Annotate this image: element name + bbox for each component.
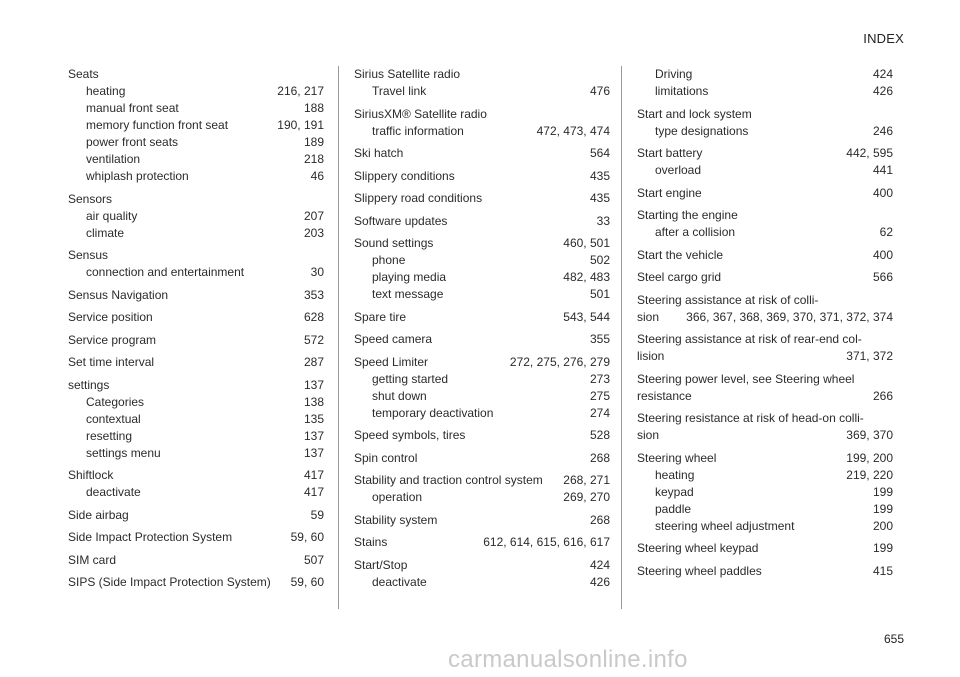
index-pages: 528 xyxy=(589,428,610,442)
index-entry xyxy=(68,191,324,242)
index-pages: 566 xyxy=(872,270,893,284)
index-term: Steering assistance at risk of colli- xyxy=(637,292,819,307)
index-subterm: settings menu xyxy=(86,445,161,460)
index-row xyxy=(354,66,610,83)
index-subentry xyxy=(354,252,610,269)
index-subterm: deactivate xyxy=(372,574,427,589)
index-term: Sirius Satellite radio xyxy=(354,67,461,81)
index-term: Steering assistance at risk of rear-end col- xyxy=(637,332,862,346)
index-term: Slippery conditions xyxy=(354,168,455,183)
index-pages: 417 xyxy=(303,485,324,499)
index-row xyxy=(68,552,324,569)
index-subterm: contextual xyxy=(86,411,141,426)
index-term: Start the vehicle xyxy=(637,247,724,262)
index-pages: 366, 367, 368, 369, 370, 371, 372, 374 xyxy=(686,309,893,324)
index-row xyxy=(637,145,893,162)
index-entry xyxy=(68,507,324,524)
index-term: Sensors xyxy=(68,191,113,206)
index-term: Shiftlock xyxy=(68,468,114,482)
index-row xyxy=(354,557,610,574)
index-entry xyxy=(68,66,324,185)
index-row xyxy=(68,529,324,546)
index-entry xyxy=(68,529,324,546)
index-term: Service position xyxy=(68,310,153,324)
index-subentry xyxy=(68,225,324,242)
index-row xyxy=(637,427,893,444)
index-pages: 33 xyxy=(596,213,610,228)
index-row xyxy=(354,190,610,207)
index-row xyxy=(637,309,893,326)
index-pages: 424 xyxy=(589,557,610,572)
index-subterm: traffic information xyxy=(372,123,464,138)
index-term: Speed camera xyxy=(354,332,433,346)
index-entry xyxy=(637,145,893,179)
index-entry xyxy=(637,185,893,202)
index-pages: 507 xyxy=(303,552,324,567)
index-pages: 426 xyxy=(589,574,610,589)
index-entry xyxy=(354,354,610,422)
index-subterm: getting started xyxy=(372,371,449,386)
index-term: settings xyxy=(68,377,110,392)
index-term: SIM card xyxy=(68,552,117,567)
index-subentry xyxy=(637,66,893,83)
index-entry xyxy=(68,467,324,501)
index-term: Steering resistance at risk of head-on colli- xyxy=(637,411,864,425)
index-subterm: temporary deactivation xyxy=(372,405,494,420)
index-entry xyxy=(68,287,324,304)
index-subentry xyxy=(68,117,324,134)
index-entry xyxy=(637,106,893,140)
index-pages: 501 xyxy=(589,287,610,301)
index-row xyxy=(354,354,610,371)
index-term: Start battery xyxy=(637,146,703,160)
index-term: Speed symbols, tires xyxy=(354,428,466,442)
index-pages: 190, 191 xyxy=(277,118,324,132)
index-pages: 62 xyxy=(879,225,893,239)
index-subentry xyxy=(637,518,893,535)
index-row xyxy=(354,106,610,123)
index-pages: 476 xyxy=(589,84,610,98)
index-pages: 188 xyxy=(303,101,324,115)
index-row xyxy=(354,213,610,230)
index-term: Start engine xyxy=(637,185,702,200)
index-row xyxy=(354,450,610,467)
index-pages: 353 xyxy=(303,287,324,302)
index-term: Software updates xyxy=(354,213,448,228)
index-entry xyxy=(354,106,610,140)
index-pages: 219, 220 xyxy=(846,467,893,482)
index-subterm: air quality xyxy=(86,208,138,223)
watermark-text: carmanualsonline.info xyxy=(448,646,688,673)
index-pages: 424 xyxy=(872,67,893,81)
index-row xyxy=(354,309,610,326)
index-pages: 460, 501 xyxy=(563,236,610,250)
index-subterm: shut down xyxy=(372,388,427,403)
page-number: 655 xyxy=(883,632,904,646)
index-subentry xyxy=(637,484,893,501)
index-row xyxy=(354,534,610,551)
index-subentry xyxy=(68,411,324,428)
index-subentry xyxy=(637,123,893,140)
index-pages: 268 xyxy=(589,512,610,527)
index-subterm: ventilation xyxy=(86,152,141,166)
index-subentry xyxy=(354,123,610,140)
index-pages: 272, 275, 276, 279 xyxy=(509,354,610,369)
index-term: Sensus xyxy=(68,248,109,262)
index-subterm: phone xyxy=(372,253,406,267)
index-term: Side airbag xyxy=(68,507,129,522)
index-subterm: whiplash protection xyxy=(86,169,189,183)
index-term: SiriusXM® Satellite radio xyxy=(354,106,487,121)
index-entry xyxy=(354,235,610,303)
index-pages: 199 xyxy=(872,501,893,516)
index-subterm: steering wheel adjustment xyxy=(655,518,795,533)
index-term: Seats xyxy=(68,67,99,81)
index-subentry xyxy=(354,83,610,100)
index-subterm: keypad xyxy=(655,484,694,499)
index-subterm: operation xyxy=(372,490,423,504)
index-row xyxy=(68,247,324,264)
index-row xyxy=(68,191,324,208)
index-term: Stains xyxy=(354,535,388,549)
index-subterm: power front seats xyxy=(86,135,179,149)
index-term: Start/Stop xyxy=(354,557,408,572)
index-row xyxy=(354,331,610,348)
index-term: SIPS (Side Impact Protection System) xyxy=(68,575,271,589)
index-subentry xyxy=(637,467,893,484)
index-row xyxy=(637,207,893,224)
index-row xyxy=(68,507,324,524)
index-pages: 482, 483 xyxy=(563,270,610,284)
index-pages: 135 xyxy=(303,411,324,426)
index-row xyxy=(68,467,324,484)
index-pages: 441 xyxy=(872,163,893,177)
index-row xyxy=(637,388,893,405)
index-subentry xyxy=(68,264,324,281)
index-pages: 207 xyxy=(303,208,324,223)
index-pages: 59 xyxy=(310,507,324,522)
index-term: Start and lock system xyxy=(637,106,752,121)
index-entry xyxy=(68,354,324,371)
index-pages: 628 xyxy=(303,310,324,324)
index-term-continuation: resistance xyxy=(637,388,692,403)
index-entry xyxy=(637,292,893,326)
index-entry xyxy=(354,145,610,162)
index-pages: 275 xyxy=(589,388,610,403)
index-subterm: Driving xyxy=(655,67,693,81)
index-subterm: manual front seat xyxy=(86,101,179,115)
index-term: Side Impact Protection System xyxy=(68,530,233,544)
index-term-continuation: lision xyxy=(637,349,665,363)
index-term: Slippery road conditions xyxy=(354,191,483,205)
index-subentry xyxy=(68,100,324,117)
index-entry xyxy=(354,427,610,444)
index-row xyxy=(637,540,893,557)
index-row xyxy=(637,450,893,467)
index-pages: 189 xyxy=(303,135,324,149)
index-entry xyxy=(637,247,893,264)
index-column-1 xyxy=(68,66,324,597)
index-pages: 543, 544 xyxy=(563,309,610,324)
index-subentry xyxy=(68,208,324,225)
index-entry xyxy=(68,332,324,349)
index-pages: 59, 60 xyxy=(290,530,324,544)
index-entry xyxy=(68,574,324,591)
index-row xyxy=(354,145,610,162)
index-pages: 200 xyxy=(872,518,893,533)
index-term: Steering wheel xyxy=(637,450,717,465)
index-entry xyxy=(637,331,893,365)
index-row xyxy=(354,472,610,489)
index-subterm: type designations xyxy=(655,123,749,138)
index-entry xyxy=(354,472,610,506)
index-subentry xyxy=(637,162,893,179)
index-term: Sound settings xyxy=(354,236,434,250)
index-pages: 199 xyxy=(872,541,893,555)
index-subentry xyxy=(354,574,610,591)
index-pages: 612, 614, 615, 616, 617 xyxy=(483,535,610,549)
index-pages: 59, 60 xyxy=(290,575,324,589)
index-entry xyxy=(637,410,893,444)
index-subterm: heating xyxy=(655,467,695,482)
index-row xyxy=(354,168,610,185)
index-subentry xyxy=(68,83,324,100)
index-subentry xyxy=(354,269,610,286)
index-row xyxy=(354,235,610,252)
index-row xyxy=(637,563,893,580)
index-entry xyxy=(354,557,610,591)
index-pages: 274 xyxy=(589,405,610,420)
index-row xyxy=(68,309,324,326)
index-subentry xyxy=(354,286,610,303)
page-header-title: INDEX xyxy=(863,31,904,46)
index-pages: 355 xyxy=(589,332,610,346)
index-entry xyxy=(354,213,610,230)
index-row xyxy=(637,106,893,123)
index-pages: 137 xyxy=(303,445,324,460)
index-subterm: climate xyxy=(86,225,125,240)
index-pages: 199, 200 xyxy=(846,450,893,465)
index-subentry xyxy=(68,484,324,501)
index-pages: 564 xyxy=(589,146,610,160)
index-entry xyxy=(637,450,893,535)
index-pages: 137 xyxy=(303,377,324,392)
index-subentry xyxy=(637,83,893,100)
index-pages: 138 xyxy=(303,394,324,409)
index-entry xyxy=(637,371,893,405)
index-term-continuation: sion xyxy=(637,428,660,442)
index-subterm: resetting xyxy=(86,428,133,443)
index-entry xyxy=(354,450,610,467)
index-term: Steel cargo grid xyxy=(637,270,722,284)
index-subterm: limitations xyxy=(655,84,709,98)
index-subentry xyxy=(354,371,610,388)
index-row xyxy=(68,377,324,394)
index-pages: 137 xyxy=(303,428,324,443)
index-pages: 502 xyxy=(589,253,610,267)
index-entry xyxy=(637,540,893,557)
index-subterm: playing media xyxy=(372,270,447,284)
index-subterm: text message xyxy=(372,287,444,301)
index-pages: 268, 271 xyxy=(563,473,610,487)
index-pages: 30 xyxy=(310,265,324,279)
index-row xyxy=(68,574,324,591)
index-subentry xyxy=(68,168,324,185)
index-subentry xyxy=(354,405,610,422)
index-column-2 xyxy=(338,66,610,609)
index-pages: 426 xyxy=(872,84,893,98)
index-pages: 218 xyxy=(303,152,324,166)
index-subterm: memory function front seat xyxy=(86,118,229,132)
index-term: Set time interval xyxy=(68,355,155,369)
index-entry xyxy=(637,269,893,286)
index-subentry xyxy=(68,445,324,462)
index-column-3 xyxy=(621,66,893,609)
index-entry xyxy=(354,534,610,551)
index-pages: 199 xyxy=(872,484,893,499)
index-term: Steering power level, see Steering wheel xyxy=(637,371,855,386)
index-pages: 216, 217 xyxy=(277,84,324,98)
index-subterm: deactivate xyxy=(86,485,141,499)
index-subterm: heating xyxy=(86,84,126,98)
index-term: Ski hatch xyxy=(354,146,404,160)
index-subentry xyxy=(68,428,324,445)
index-subentry xyxy=(354,489,610,506)
index-term: Speed Limiter xyxy=(354,354,429,369)
index-row xyxy=(68,354,324,371)
index-pages: 435 xyxy=(589,168,610,183)
index-entry xyxy=(637,207,893,241)
index-term: Steering wheel keypad xyxy=(637,541,759,555)
index-term: Spare tire xyxy=(354,309,407,324)
index-row xyxy=(68,66,324,83)
index-subentry xyxy=(637,224,893,241)
index-row xyxy=(354,512,610,529)
index-entry xyxy=(354,66,610,100)
index-subentry xyxy=(637,501,893,518)
index-pages: 268 xyxy=(589,450,610,465)
index-entry xyxy=(637,66,893,100)
index-subentry xyxy=(68,151,324,168)
index-pages: 246 xyxy=(872,123,893,138)
index-subterm: Travel link xyxy=(372,84,427,98)
index-entry xyxy=(354,309,610,326)
index-row xyxy=(68,287,324,304)
index-subterm: paddle xyxy=(655,501,692,516)
index-pages: 400 xyxy=(872,185,893,200)
index-term: Service program xyxy=(68,332,157,347)
index-term: Stability system xyxy=(354,512,438,527)
index-pages: 46 xyxy=(310,169,324,183)
index-entry xyxy=(354,168,610,185)
index-subentry xyxy=(354,388,610,405)
index-term: Spin control xyxy=(354,450,418,465)
index-pages: 369, 370 xyxy=(846,428,893,442)
index-entry xyxy=(68,309,324,326)
index-entry xyxy=(68,552,324,569)
index-entry xyxy=(68,247,324,281)
index-pages: 415 xyxy=(872,563,893,578)
index-entry xyxy=(354,331,610,348)
index-pages: 572 xyxy=(303,332,324,347)
index-entry xyxy=(354,190,610,207)
index-pages: 287 xyxy=(303,355,324,369)
index-subterm: connection and entertainment xyxy=(86,265,245,279)
index-pages: 400 xyxy=(872,247,893,262)
index-row xyxy=(637,269,893,286)
index-subentry xyxy=(68,394,324,411)
index-entry xyxy=(637,563,893,580)
index-row xyxy=(637,185,893,202)
index-row xyxy=(637,247,893,264)
index-pages: 472, 473, 474 xyxy=(536,123,610,138)
index-row xyxy=(68,332,324,349)
index-subterm: overload xyxy=(655,163,702,177)
index-term: Sensus Navigation xyxy=(68,287,169,302)
index-pages: 203 xyxy=(303,225,324,240)
index-entry xyxy=(354,512,610,529)
index-term: Steering wheel paddles xyxy=(637,563,762,578)
index-subterm: Categories xyxy=(86,394,145,409)
index-term-continuation: sion xyxy=(637,309,660,324)
index-subentry xyxy=(68,134,324,151)
index-entry xyxy=(68,377,324,462)
index-pages: 266 xyxy=(872,388,893,403)
index-pages: 269, 270 xyxy=(563,490,610,504)
index-pages: 417 xyxy=(303,468,324,482)
index-row xyxy=(354,427,610,444)
index-pages: 435 xyxy=(589,191,610,205)
index-subterm: after a collision xyxy=(655,225,736,239)
index-pages: 442, 595 xyxy=(846,146,893,160)
index-pages: 371, 372 xyxy=(846,349,893,363)
index-pages: 273 xyxy=(589,371,610,386)
index-term: Starting the engine xyxy=(637,208,738,222)
index-row xyxy=(637,348,893,365)
index-term: Stability and traction control system xyxy=(354,473,543,487)
